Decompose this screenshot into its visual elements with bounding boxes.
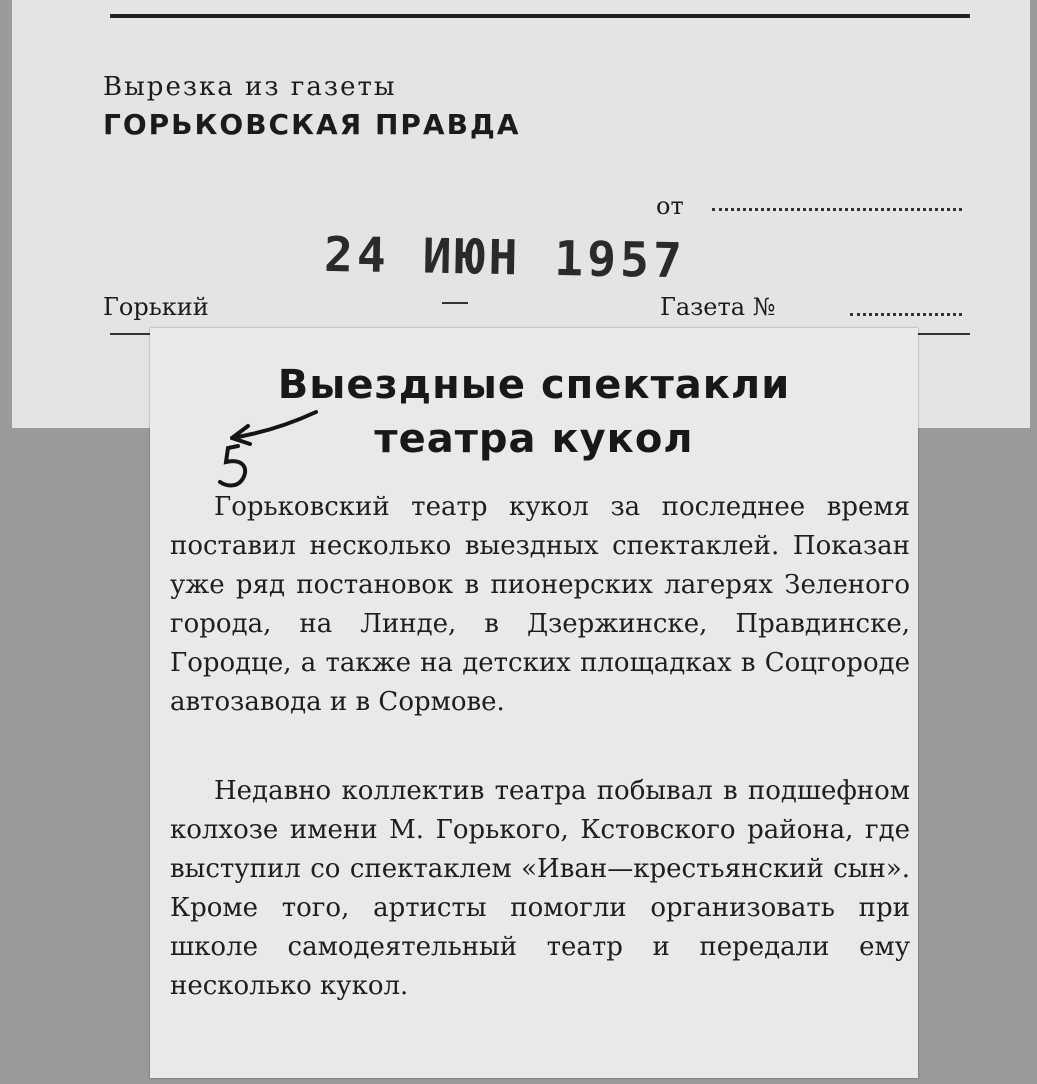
date-stamp: 24 ИЮН 1957: [323, 226, 687, 290]
form-issue-dotted-line: [850, 313, 962, 316]
form-clipping-label: Вырезка из газеты: [103, 72, 397, 102]
form-date-label: от: [656, 192, 684, 220]
headline-line-1: Выездные спектакли: [277, 362, 791, 408]
form-city-dash: [442, 302, 468, 304]
form-city: Горький: [103, 293, 209, 321]
headline-line-2: театра кукол: [374, 416, 694, 462]
form-newspaper-name: ГОРЬКОВСКАЯ ПРАВДА: [103, 108, 521, 141]
form-top-rule: [110, 14, 970, 18]
article-paragraph-2: Недавно коллектив театра побывал в подшефном колхозе имени М. Горького, Кстовского района, где выступил со спектаклем «Иван—крестьянский сын». Кроме того, артисты помогли организовать при школе самодеятельный театр и передали ему несколько кукол.: [170, 776, 910, 1001]
form-issue-label: Газета №: [660, 293, 776, 321]
handwritten-arrow-mark: [216, 404, 326, 494]
article-clipping: [150, 328, 918, 1078]
article-paragraph-1: Горьковский театр кукол за последнее время поставил несколько выездных спектаклей. Показан уже ряд постановок в пионерских лагерях Зеленого города, на Линде, в Дзержинске, Правдинске, Городце, а также на детских площадках в Соцгороде автозавода и в Сормове.: [170, 492, 910, 717]
form-date-dotted-line: [712, 208, 962, 211]
